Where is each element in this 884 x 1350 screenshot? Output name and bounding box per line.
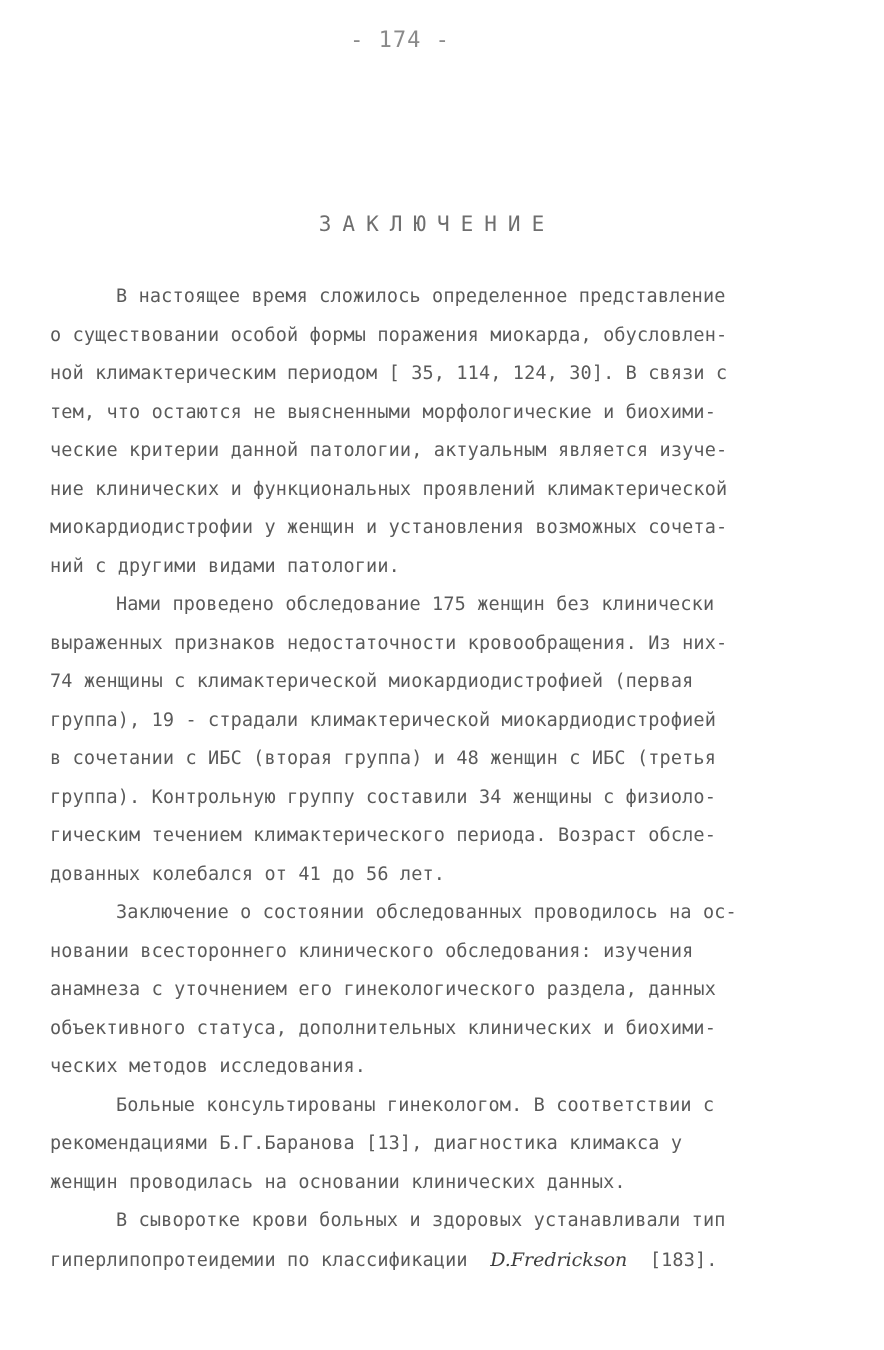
text-line: выраженных признаков недостаточности кровообращения. Из них-: [50, 632, 728, 654]
body-text: [50, 278, 840, 1279]
text-segment: [183].: [627, 1249, 718, 1271]
text-line: женщин проводилась на основании клинических данных.: [50, 1171, 626, 1193]
text-line: 74 женщины с климактерической миокардиодистрофией (первая: [50, 671, 694, 692]
text-line: Больные консультированы гинекологом. В соответствии с: [116, 1094, 715, 1116]
text-line: группа), 19 - страдали климактерической миокардиодистрофией: [50, 709, 716, 731]
text-line: дованных колебался от 41 до 56 лет.: [50, 863, 446, 885]
section-heading: ЗАКЛЮЧЕНИЕ: [318, 212, 556, 236]
text-line: анамнеза с уточнением его гинекологического раздела, данных: [50, 979, 716, 1000]
text-line: ной климактерическим периодом [ 35, 114, 124, 30]. В связи с: [50, 363, 728, 384]
text-line: ческих методов исследования.: [50, 1056, 367, 1077]
text-line: новании всестороннего клинического обследования: изучения: [50, 940, 694, 962]
text-line: тем, что остаются не выясненными морфологические и биохими-: [50, 401, 716, 423]
text-segment: гиперлипопротеидемии по классификации: [50, 1249, 491, 1271]
text-line: гическим течением климактерического периода. Возраст обсле-: [50, 825, 716, 846]
text-line: в сочетании с ИБС (вторая группа) и 48 женщин с ИБС (третья: [50, 748, 716, 769]
handwritten-name: D.Fredrickson: [490, 1248, 628, 1271]
text-line: Заключение о состоянии обследованных проводилось на ос-: [116, 902, 737, 923]
page-number: - 174 -: [350, 28, 450, 53]
text-line: ческие критерии данной патологии, актуальным является изуче-: [50, 440, 728, 461]
text-line: ний с другими видами патологии.: [50, 555, 400, 577]
text-line: В сыворотке крови больных и здоровых устанавливали тип: [116, 1210, 726, 1231]
text-line: группа). Контрольную группу составили 34 женщины с физиоло-: [50, 786, 716, 808]
text-line-last: [50, 1241, 840, 1280]
text-line: объективного статуса, дополнительных клинических и биохими-: [50, 1017, 716, 1039]
text-line: В настоящее время сложилось определенное представление: [116, 286, 726, 307]
text-line: о существовании особой формы поражения миокарда, обусловлен-: [50, 324, 728, 346]
text-line: ние клинических и функциональных проявлений климактерической: [50, 478, 728, 500]
text-line: Нами проведено обследование 175 женщин без клинически: [116, 594, 715, 615]
text-line: миокардиодистрофии у женщин и установления возможных сочета-: [50, 517, 728, 538]
text-line: рекомендациями Б.Г.Баранова [13], диагностика климакса у: [50, 1133, 683, 1154]
